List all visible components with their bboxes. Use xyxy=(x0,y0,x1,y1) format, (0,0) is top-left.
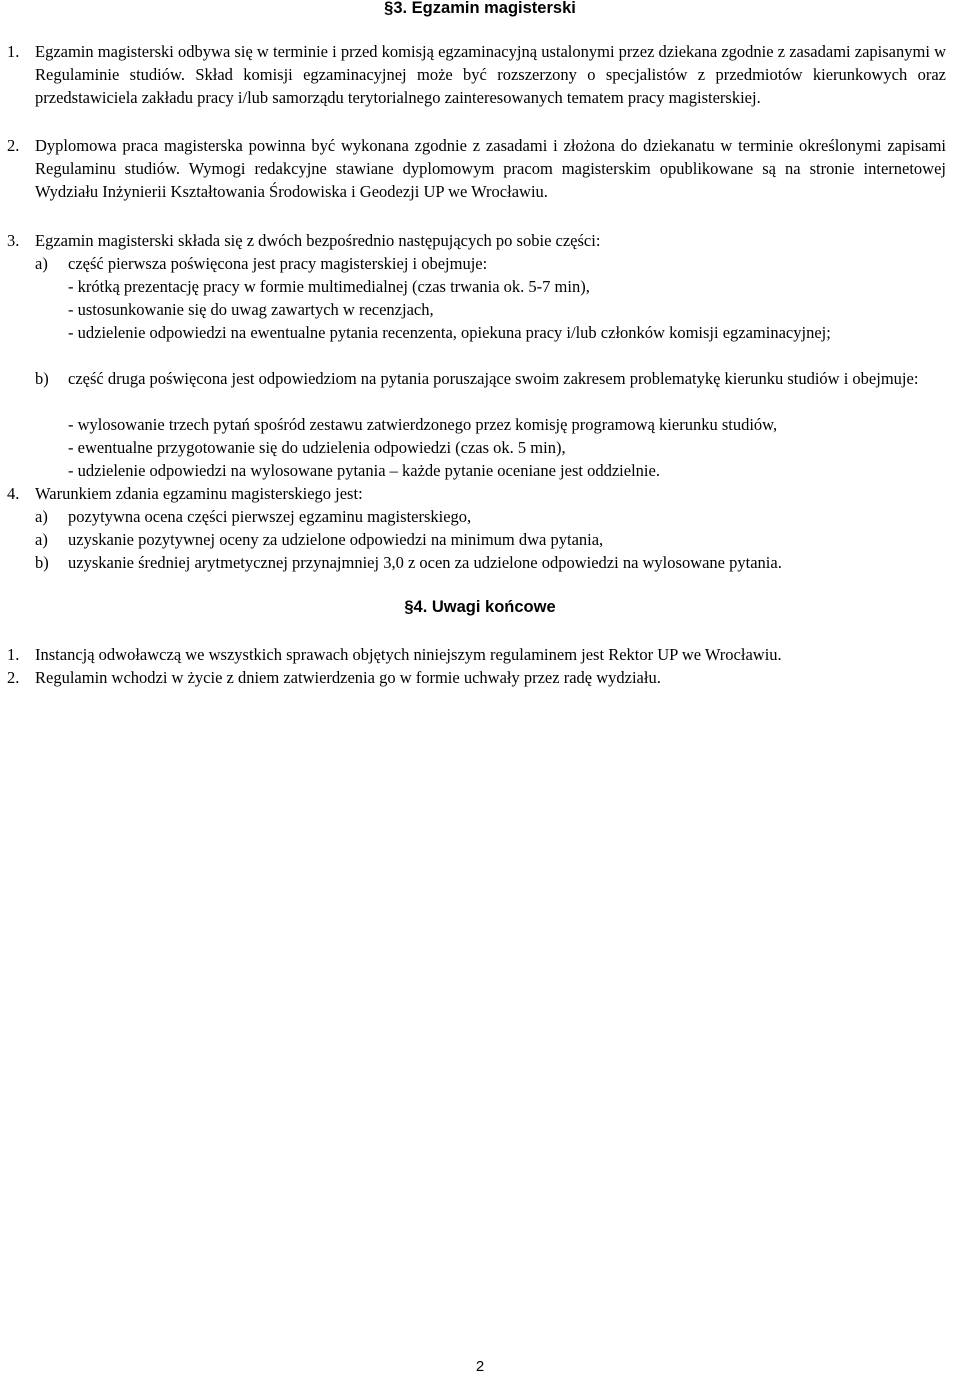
sub-item-text: uzyskanie pozytywnej oceny za udzielone odpowiedzi na minimum dwa pytania, xyxy=(68,530,604,549)
sub-item-label: b) xyxy=(35,369,49,388)
page-number: 2 xyxy=(475,1358,485,1375)
sub-item-text: pozytywna ocena części pierwszej egzaminu magisterskiego, xyxy=(68,507,472,526)
sub-item-label: a) xyxy=(35,530,48,549)
sub-item-text: uzyskanie średniej arytmetycznej przynajmniej 3,0 z ocen za udzielone odpowiedzi na wylosowane pytania. xyxy=(68,553,782,572)
dash-item-text: - udzielenie odpowiedzi na ewentualne pytania recenzenta, opiekuna pracy i/lub członków komisji egzaminacyjnej; xyxy=(68,323,831,342)
dash-item xyxy=(68,321,946,344)
item-number: 2. xyxy=(7,136,20,155)
section-4-heading: §4. Uwagi końcowe xyxy=(404,598,556,616)
item-number: 1. xyxy=(7,42,20,61)
item-text: Egzamin magisterski składa się z dwóch bezpośrednio następujących po sobie części: xyxy=(35,231,601,250)
item-text: Instancją odwoławczą we wszystkich sprawach objętych niniejszym regulaminem jest Rektor UP we Wrocławiu. xyxy=(35,645,782,664)
item-number: 3. xyxy=(7,231,20,250)
dash-item: - ewentualne przygotowanie się do udzielenia odpowiedzi (czas ok. 5 min), xyxy=(68,438,566,457)
item-number: 1. xyxy=(7,645,20,664)
item-text: Regulamin wchodzi w życie z dniem zatwierdzenia go w formie uchwały przez radę wydziału. xyxy=(35,668,661,687)
dash-item: - udzielenie odpowiedzi na wylosowane pytania – każde pytanie oceniane jest oddzielnie. xyxy=(68,461,660,480)
sub-item-label: a) xyxy=(35,254,48,273)
section-3-heading: §3. Egzamin magisterski xyxy=(384,0,576,17)
dash-item: - wylosowanie trzech pytań spośród zestawu zatwierdzonego przez komisję programową kierunku studiów, xyxy=(68,415,778,434)
sub-item-text: część druga poświęcona jest odpowiedziom na pytania poruszające swoim zakresem problematykę kierunku studiów i obejmuje: xyxy=(68,369,919,388)
item-number: 4. xyxy=(7,484,20,503)
item-text: Egzamin magisterski odbywa się w terminie i przed komisją egzaminacyjną ustalonymi przez dziekana zgodnie z zasadami zapisanymi w Regulaminie studiów. Skład komisji egzaminacyjnej może być rozszerzony o specjalistów z przedmiotów kierunkowych oraz przedstawiciela zakładu pracy i/lub samorządu terytorialnego zainteresowanych tematem pracy magisterskiej. xyxy=(35,42,946,107)
item-text: Dyplomowa praca magisterska powinna być wykonana zgodnie z zasadami i złożona do dziekanatu w terminie określonymi zapisami Regulaminu studiów. Wymogi redakcyjne stawiane dyplomowym pracom magisterskim opublikowane są na stronie internetowej Wydziału Inżynierii Kształtowania Środowiska i Geodezji UP we Wrocławiu. xyxy=(35,136,946,201)
dash-item: - ustosunkowanie się do uwag zawartych w recenzjach, xyxy=(68,300,434,319)
sub-item-label: b) xyxy=(35,553,49,572)
item-number: 2. xyxy=(7,668,20,687)
sub-item-label: a) xyxy=(35,507,48,526)
sub-item-text: część pierwsza poświęcona jest pracy magisterskiej i obejmuje: xyxy=(68,254,488,273)
dash-item: - krótką prezentację pracy w formie multimedialnej (czas trwania ok. 5-7 min), xyxy=(68,277,590,296)
item-text: Warunkiem zdania egzaminu magisterskiego jest: xyxy=(35,484,363,503)
